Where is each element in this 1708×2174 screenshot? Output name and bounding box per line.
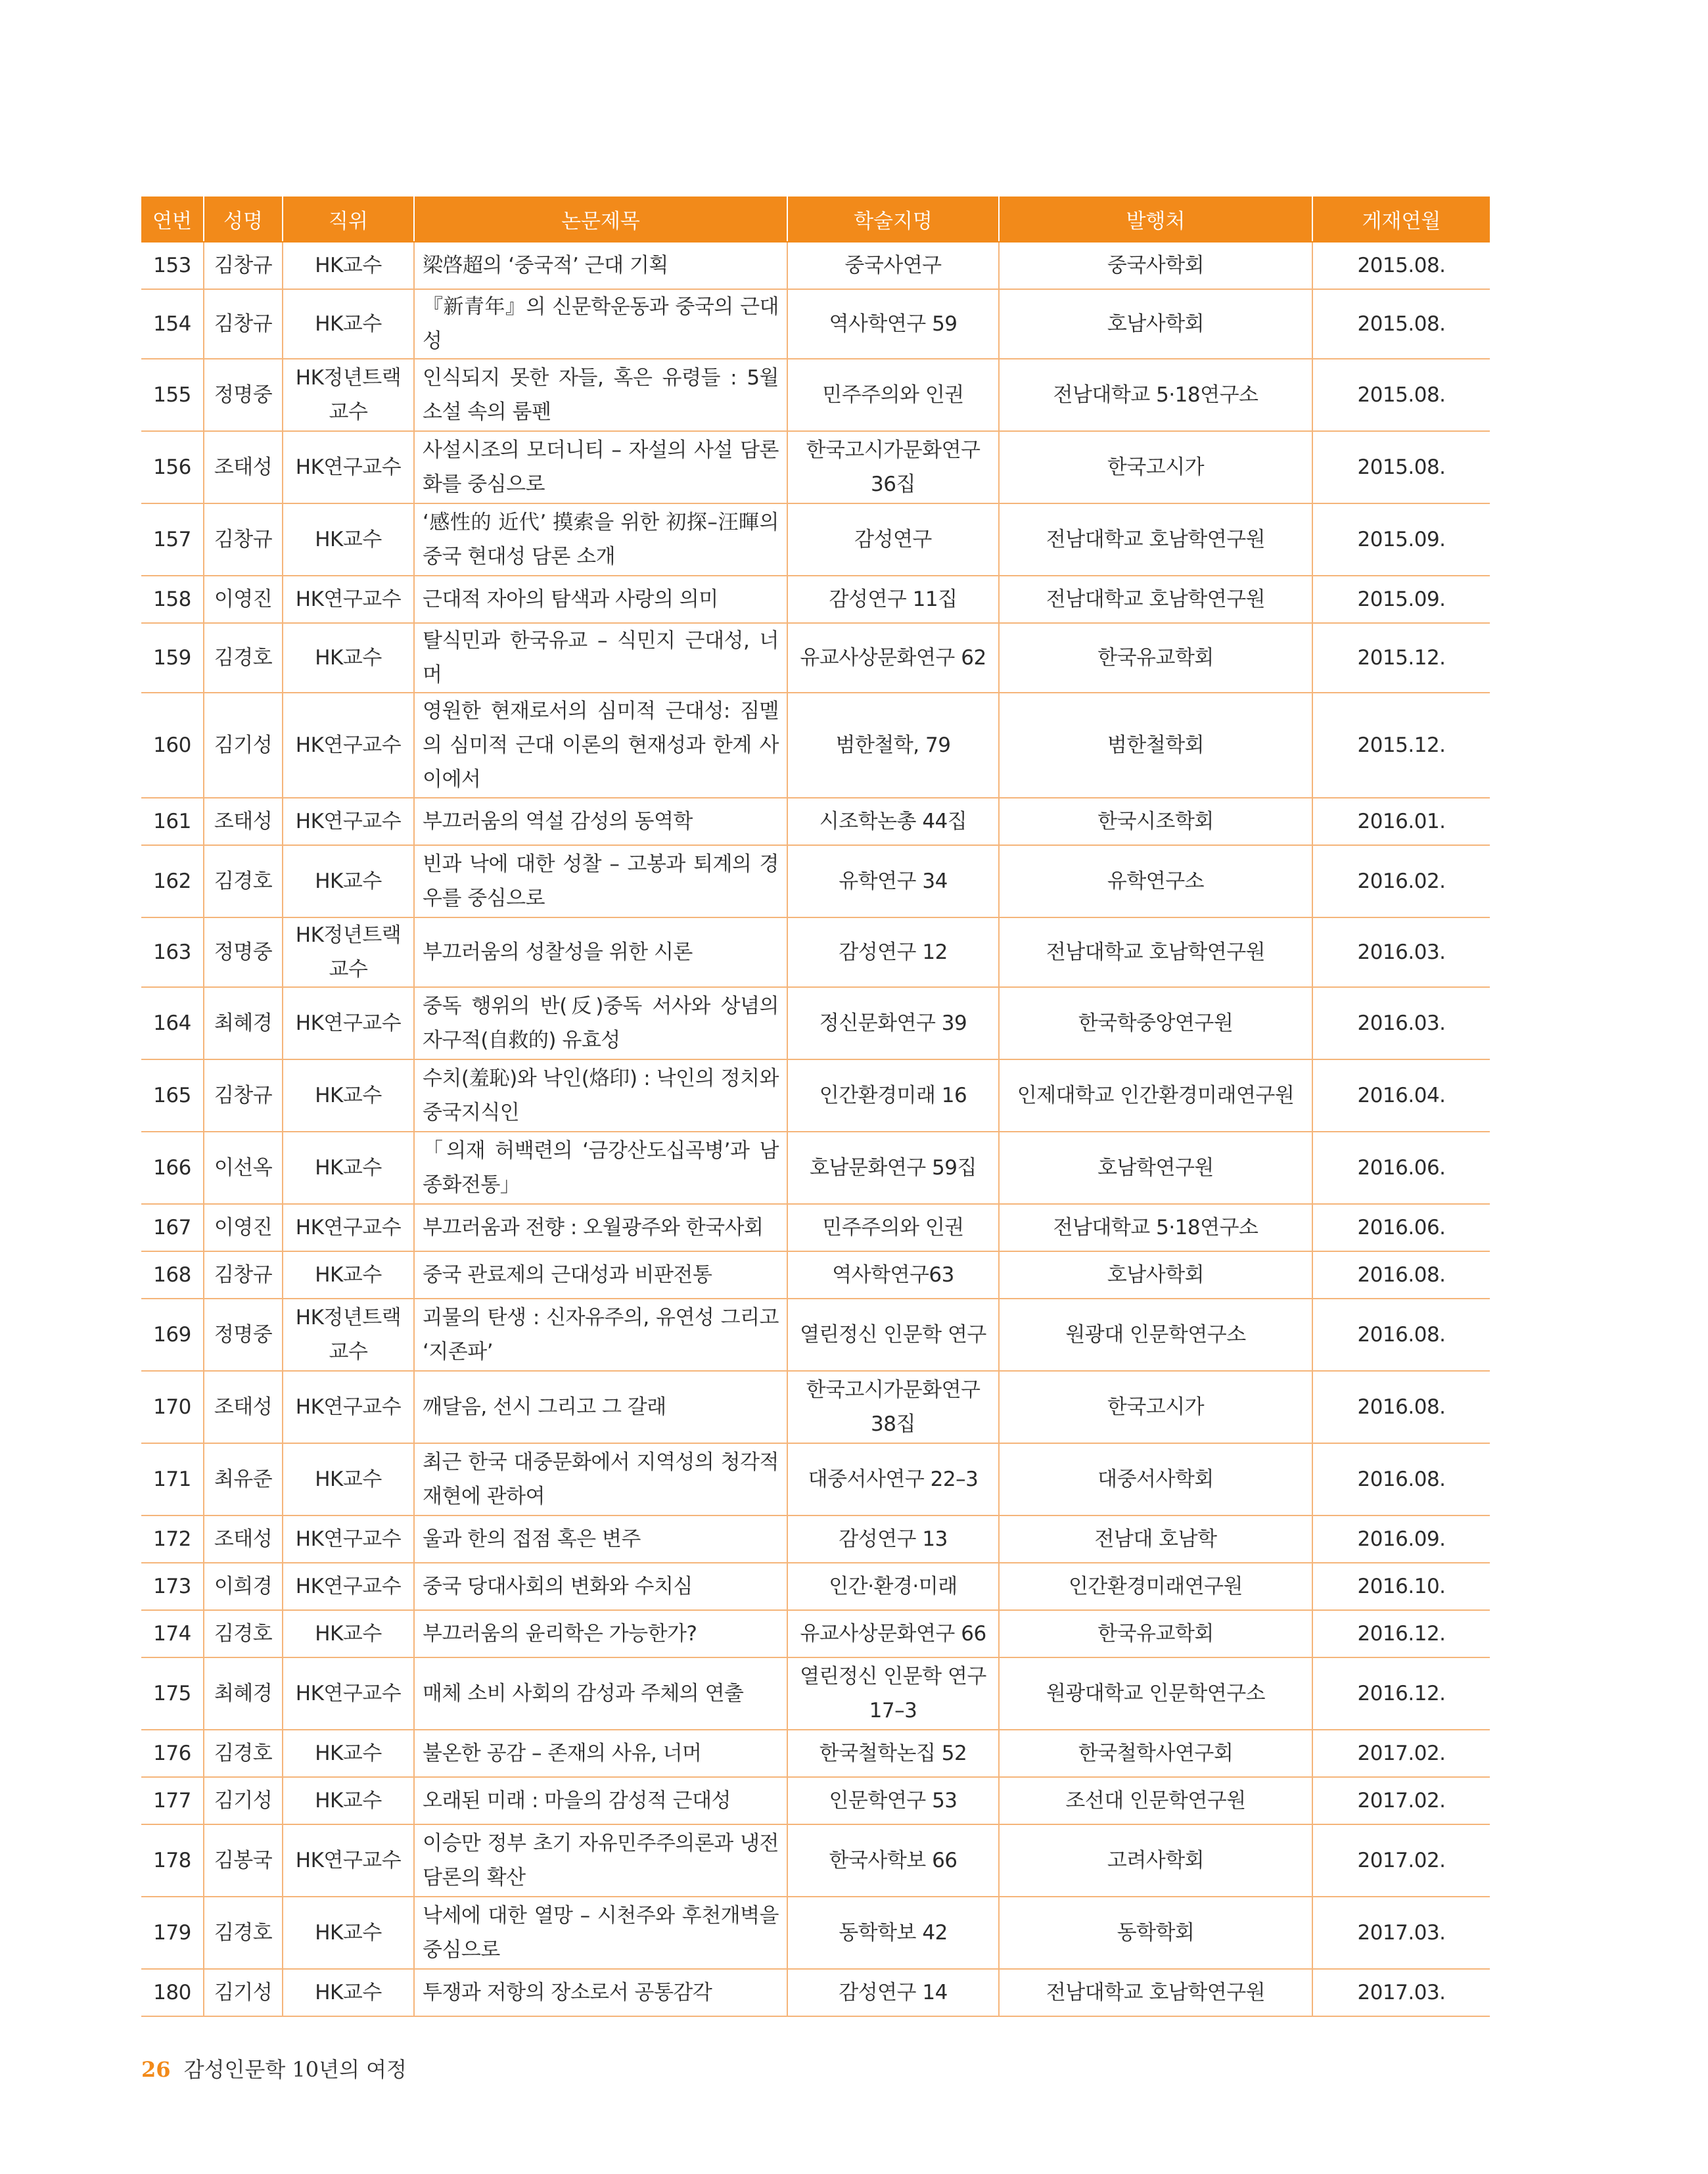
table-row: [141, 1610, 1490, 1657]
cell-title: 부끄러움의 성찰성을 위한 시론: [414, 917, 787, 987]
cell-name: 김창규: [204, 242, 283, 289]
cell-date: 2016.08.: [1312, 1299, 1490, 1371]
cell-position: HK연구교수: [283, 987, 414, 1059]
cell-no: 178: [141, 1824, 204, 1897]
cell-position: HK연구교수: [283, 1824, 414, 1897]
cell-position: HK교수: [283, 242, 414, 289]
table-row: [141, 917, 1490, 987]
cell-no: 162: [141, 845, 204, 917]
cell-name: 이희경: [204, 1563, 283, 1610]
cell-publisher: 원광대 인문학연구소: [999, 1299, 1312, 1371]
cell-position: HK정년트랙교수: [283, 359, 414, 431]
cell-date: 2017.03.: [1312, 1897, 1490, 1969]
papers-table-container: [141, 197, 1490, 2017]
cell-position: HK교수: [283, 289, 414, 359]
table-row: [141, 798, 1490, 845]
cell-publisher: 조선대 인문학연구원: [999, 1777, 1312, 1824]
cell-position: HK교수: [283, 1777, 414, 1824]
cell-publisher: 한국철학사연구회: [999, 1730, 1312, 1777]
cell-journal: 유학연구 34: [787, 845, 999, 917]
cell-name: 김창규: [204, 1059, 283, 1132]
cell-journal: 역사학연구 59: [787, 289, 999, 359]
header-no: 연번: [141, 197, 204, 242]
cell-publisher: 한국고시가: [999, 431, 1312, 503]
cell-no: 169: [141, 1299, 204, 1371]
cell-date: 2015.12.: [1312, 693, 1490, 798]
cell-title: 중국 관료제의 근대성과 비판전통: [414, 1251, 787, 1299]
cell-publisher: 한국고시가: [999, 1371, 1312, 1443]
cell-date: 2015.09.: [1312, 503, 1490, 576]
cell-publisher: 고려사학회: [999, 1824, 1312, 1897]
cell-name: 이영진: [204, 576, 283, 623]
cell-title: 중국 당대사회의 변화와 수치심: [414, 1563, 787, 1610]
cell-journal: 시조학논총 44집: [787, 798, 999, 845]
cell-position: HK연구교수: [283, 1371, 414, 1443]
cell-position: HK교수: [283, 1730, 414, 1777]
cell-date: 2015.12.: [1312, 623, 1490, 693]
cell-journal: 감성연구 13: [787, 1515, 999, 1563]
papers-table: [141, 197, 1490, 2017]
cell-journal: 동학학보 42: [787, 1897, 999, 1969]
cell-no: 177: [141, 1777, 204, 1824]
cell-title: 괴물의 탄생 : 신자유주의, 유연성 그리고 ‘지존파’: [414, 1299, 787, 1371]
table-row: [141, 1897, 1490, 1969]
cell-title: 부끄러움과 전향 : 오월광주와 한국사회: [414, 1204, 787, 1251]
cell-date: 2016.08.: [1312, 1443, 1490, 1515]
cell-publisher: 전남대 호남학: [999, 1515, 1312, 1563]
cell-date: 2015.08.: [1312, 289, 1490, 359]
cell-publisher: 한국시조학회: [999, 798, 1312, 845]
cell-name: 최유준: [204, 1443, 283, 1515]
cell-publisher: 원광대학교 인문학연구소: [999, 1657, 1312, 1730]
cell-title: 빈과 낙에 대한 성찰 – 고봉과 퇴계의 경우를 중심으로: [414, 845, 787, 917]
cell-no: 155: [141, 359, 204, 431]
cell-title: 부끄러움의 윤리학은 가능한가?: [414, 1610, 787, 1657]
cell-position: HK교수: [283, 845, 414, 917]
cell-position: HK연구교수: [283, 1563, 414, 1610]
cell-name: 정명중: [204, 359, 283, 431]
cell-publisher: 전남대학교 호남학연구원: [999, 917, 1312, 987]
cell-name: 김경호: [204, 1730, 283, 1777]
cell-position: HK연구교수: [283, 431, 414, 503]
cell-title: 영원한 현재로서의 심미적 근대성: 짐멜의 심미적 근대 이론의 현재성과 한계 사이에서: [414, 693, 787, 798]
cell-no: 176: [141, 1730, 204, 1777]
cell-title: 탈식민과 한국유교 – 식민지 근대성, 너머: [414, 623, 787, 693]
cell-date: 2016.02.: [1312, 845, 1490, 917]
cell-title: 중독 행위의 반(反)중독 서사와 상념의 자구적(自救的) 유효성: [414, 987, 787, 1059]
cell-name: 이선옥: [204, 1132, 283, 1204]
table-body: [141, 242, 1490, 2016]
cell-publisher: 중국사학회: [999, 242, 1312, 289]
cell-name: 김창규: [204, 1251, 283, 1299]
cell-position: HK정년트랙교수: [283, 1299, 414, 1371]
cell-no: 165: [141, 1059, 204, 1132]
cell-no: 166: [141, 1132, 204, 1204]
cell-date: 2016.12.: [1312, 1610, 1490, 1657]
cell-journal: 열린정신 인문학 연구 17–3: [787, 1657, 999, 1730]
cell-position: HK교수: [283, 1897, 414, 1969]
cell-name: 최혜경: [204, 1657, 283, 1730]
page-footer: [141, 2053, 407, 2083]
cell-no: 163: [141, 917, 204, 987]
cell-position: HK정년트랙교수: [283, 917, 414, 987]
book-title: 감성인문학 10년의 여정: [183, 2057, 407, 2082]
cell-no: 164: [141, 987, 204, 1059]
table-row: [141, 623, 1490, 693]
cell-name: 김기성: [204, 1777, 283, 1824]
table-row: [141, 1371, 1490, 1443]
cell-journal: 인간환경미래 16: [787, 1059, 999, 1132]
cell-publisher: 한국학중앙연구원: [999, 987, 1312, 1059]
cell-name: 정명중: [204, 917, 283, 987]
cell-name: 조태성: [204, 431, 283, 503]
cell-title: 울과 한의 접점 혹은 변주: [414, 1515, 787, 1563]
cell-position: HK교수: [283, 623, 414, 693]
header-date: 게재연월: [1312, 197, 1490, 242]
cell-date: 2015.09.: [1312, 576, 1490, 623]
table-row: [141, 1777, 1490, 1824]
table-row: [141, 289, 1490, 359]
cell-date: 2016.10.: [1312, 1563, 1490, 1610]
table-row: [141, 1251, 1490, 1299]
cell-title: 수치(羞恥)와 낙인(烙印) : 낙인의 정치와 중국지식인: [414, 1059, 787, 1132]
cell-name: 김기성: [204, 1969, 283, 2016]
cell-date: 2016.08.: [1312, 1371, 1490, 1443]
cell-publisher: 유학연구소: [999, 845, 1312, 917]
cell-position: HK교수: [283, 503, 414, 576]
cell-publisher: 전남대학교 호남학연구원: [999, 503, 1312, 576]
cell-name: 김기성: [204, 693, 283, 798]
cell-no: 159: [141, 623, 204, 693]
cell-no: 157: [141, 503, 204, 576]
cell-title: 이승만 정부 초기 자유민주주의론과 냉전담론의 확산: [414, 1824, 787, 1897]
cell-no: 160: [141, 693, 204, 798]
cell-journal: 인간·환경·미래: [787, 1563, 999, 1610]
cell-no: 158: [141, 576, 204, 623]
cell-title: 부끄러움의 역설 감성의 동역학: [414, 798, 787, 845]
table-row: [141, 503, 1490, 576]
cell-publisher: 범한철학회: [999, 693, 1312, 798]
table-row: [141, 1657, 1490, 1730]
cell-publisher: 인간환경미래연구원: [999, 1563, 1312, 1610]
cell-name: 김창규: [204, 503, 283, 576]
cell-no: 168: [141, 1251, 204, 1299]
cell-no: 172: [141, 1515, 204, 1563]
cell-journal: 유교사상문화연구 62: [787, 623, 999, 693]
table-row: [141, 1969, 1490, 2016]
cell-journal: 감성연구 11집: [787, 576, 999, 623]
cell-name: 정명중: [204, 1299, 283, 1371]
cell-date: 2016.08.: [1312, 1251, 1490, 1299]
cell-title: 매체 소비 사회의 감성과 주체의 연출: [414, 1657, 787, 1730]
table-row: [141, 1299, 1490, 1371]
table-row: [141, 1824, 1490, 1897]
cell-journal: 한국고시가문화연구 36집: [787, 431, 999, 503]
cell-position: HK연구교수: [283, 576, 414, 623]
cell-publisher: 인제대학교 인간환경미래연구원: [999, 1059, 1312, 1132]
cell-journal: 한국철학논집 52: [787, 1730, 999, 1777]
cell-date: 2017.03.: [1312, 1969, 1490, 2016]
table-row: [141, 845, 1490, 917]
cell-position: HK교수: [283, 1443, 414, 1515]
header-publisher: 발행처: [999, 197, 1312, 242]
cell-title: 사설시조의 모더니티 – 자설의 사설 담론화를 중심으로: [414, 431, 787, 503]
cell-date: 2016.01.: [1312, 798, 1490, 845]
cell-no: 180: [141, 1969, 204, 2016]
cell-journal: 민주주의와 인권: [787, 359, 999, 431]
cell-publisher: 한국유교학회: [999, 623, 1312, 693]
cell-date: 2015.08.: [1312, 431, 1490, 503]
cell-position: HK연구교수: [283, 1657, 414, 1730]
page-number: 26: [141, 2057, 171, 2082]
cell-no: 167: [141, 1204, 204, 1251]
cell-position: HK교수: [283, 1610, 414, 1657]
cell-name: 조태성: [204, 798, 283, 845]
cell-position: HK교수: [283, 1059, 414, 1132]
table-row: [141, 1204, 1490, 1251]
cell-publisher: 한국유교학회: [999, 1610, 1312, 1657]
header-journal: 학술지명: [787, 197, 999, 242]
cell-date: 2015.08.: [1312, 359, 1490, 431]
cell-title: 최근 한국 대중문화에서 지역성의 청각적 재현에 관하여: [414, 1443, 787, 1515]
cell-date: 2017.02.: [1312, 1730, 1490, 1777]
cell-journal: 역사학연구63: [787, 1251, 999, 1299]
cell-title: 불온한 공감 – 존재의 사유, 너머: [414, 1730, 787, 1777]
header-position: 직위: [283, 197, 414, 242]
cell-name: 최혜경: [204, 987, 283, 1059]
cell-date: 2015.08.: [1312, 242, 1490, 289]
cell-date: 2016.09.: [1312, 1515, 1490, 1563]
cell-no: 153: [141, 242, 204, 289]
cell-publisher: 호남학연구원: [999, 1132, 1312, 1204]
cell-journal: 감성연구 14: [787, 1969, 999, 2016]
cell-publisher: 전남대학교 5·18연구소: [999, 359, 1312, 431]
cell-title: 『新青年』의 신문학운동과 중국의 근대성: [414, 289, 787, 359]
cell-publisher: 전남대학교 5·18연구소: [999, 1204, 1312, 1251]
cell-no: 170: [141, 1371, 204, 1443]
cell-no: 173: [141, 1563, 204, 1610]
cell-date: 2017.02.: [1312, 1777, 1490, 1824]
cell-title: 梁啓超의 ‘중국적’ 근대 기획: [414, 242, 787, 289]
table-row: [141, 1059, 1490, 1132]
table-row: [141, 987, 1490, 1059]
cell-date: 2016.03.: [1312, 987, 1490, 1059]
cell-position: HK연구교수: [283, 1204, 414, 1251]
cell-name: 조태성: [204, 1515, 283, 1563]
cell-name: 김경호: [204, 623, 283, 693]
cell-no: 161: [141, 798, 204, 845]
cell-title: 「의재 허백련의 ‘금강산도십곡병’과 남종화전통」: [414, 1132, 787, 1204]
cell-no: 171: [141, 1443, 204, 1515]
cell-title: 투쟁과 저항의 장소로서 공통감각: [414, 1969, 787, 2016]
cell-journal: 유교사상문화연구 66: [787, 1610, 999, 1657]
cell-publisher: 호남사학회: [999, 1251, 1312, 1299]
cell-title: ‘感性的 近代’ 摸索을 위한 初探–汪暉의 중국 현대성 담론 소개: [414, 503, 787, 576]
cell-journal: 감성연구 12: [787, 917, 999, 987]
table-row: [141, 242, 1490, 289]
cell-journal: 호남문화연구 59집: [787, 1132, 999, 1204]
cell-title: 인식되지 못한 자들, 혹은 유령들 : 5월 소설 속의 룸펜: [414, 359, 787, 431]
cell-no: 154: [141, 289, 204, 359]
table-row: [141, 1132, 1490, 1204]
cell-title: 근대적 자아의 탐색과 사랑의 의미: [414, 576, 787, 623]
table-row: [141, 1730, 1490, 1777]
cell-journal: 대중서사연구 22–3: [787, 1443, 999, 1515]
cell-position: HK연구교수: [283, 1515, 414, 1563]
cell-date: 2016.06.: [1312, 1204, 1490, 1251]
table-row: [141, 1563, 1490, 1610]
cell-date: 2017.02.: [1312, 1824, 1490, 1897]
cell-publisher: 대중서사학회: [999, 1443, 1312, 1515]
cell-title: 깨달음, 선시 그리고 그 갈래: [414, 1371, 787, 1443]
cell-date: 2016.06.: [1312, 1132, 1490, 1204]
cell-date: 2016.12.: [1312, 1657, 1490, 1730]
cell-journal: 열린정신 인문학 연구: [787, 1299, 999, 1371]
cell-publisher: 동학학회: [999, 1897, 1312, 1969]
header-name: 성명: [204, 197, 283, 242]
cell-position: HK교수: [283, 1251, 414, 1299]
cell-journal: 한국사학보 66: [787, 1824, 999, 1897]
cell-name: 김경호: [204, 1610, 283, 1657]
cell-date: 2016.04.: [1312, 1059, 1490, 1132]
cell-journal: 정신문화연구 39: [787, 987, 999, 1059]
table-header-row: [141, 197, 1490, 242]
cell-publisher: 전남대학교 호남학연구원: [999, 1969, 1312, 2016]
cell-date: 2016.03.: [1312, 917, 1490, 987]
cell-position: HK교수: [283, 1969, 414, 2016]
cell-name: 김봉국: [204, 1824, 283, 1897]
cell-name: 김창규: [204, 289, 283, 359]
cell-publisher: 전남대학교 호남학연구원: [999, 576, 1312, 623]
cell-no: 175: [141, 1657, 204, 1730]
table-row: [141, 431, 1490, 503]
table-row: [141, 1515, 1490, 1563]
table-row: [141, 576, 1490, 623]
cell-journal: 중국사연구: [787, 242, 999, 289]
cell-journal: 민주주의와 인권: [787, 1204, 999, 1251]
cell-no: 156: [141, 431, 204, 503]
cell-journal: 범한철학, 79: [787, 693, 999, 798]
table-row: [141, 359, 1490, 431]
cell-name: 이영진: [204, 1204, 283, 1251]
cell-name: 김경호: [204, 845, 283, 917]
cell-title: 오래된 미래 : 마을의 감성적 근대성: [414, 1777, 787, 1824]
table-row: [141, 693, 1490, 798]
header-title: 논문제목: [414, 197, 787, 242]
cell-position: HK교수: [283, 1132, 414, 1204]
cell-no: 174: [141, 1610, 204, 1657]
cell-journal: 인문학연구 53: [787, 1777, 999, 1824]
cell-title: 낙세에 대한 열망 – 시천주와 후천개벽을 중심으로: [414, 1897, 787, 1969]
cell-position: HK연구교수: [283, 798, 414, 845]
cell-position: HK연구교수: [283, 693, 414, 798]
cell-journal: 한국고시가문화연구 38집: [787, 1371, 999, 1443]
table-row: [141, 1443, 1490, 1515]
cell-name: 김경호: [204, 1897, 283, 1969]
cell-name: 조태성: [204, 1371, 283, 1443]
cell-no: 179: [141, 1897, 204, 1969]
cell-journal: 감성연구: [787, 503, 999, 576]
cell-publisher: 호남사학회: [999, 289, 1312, 359]
